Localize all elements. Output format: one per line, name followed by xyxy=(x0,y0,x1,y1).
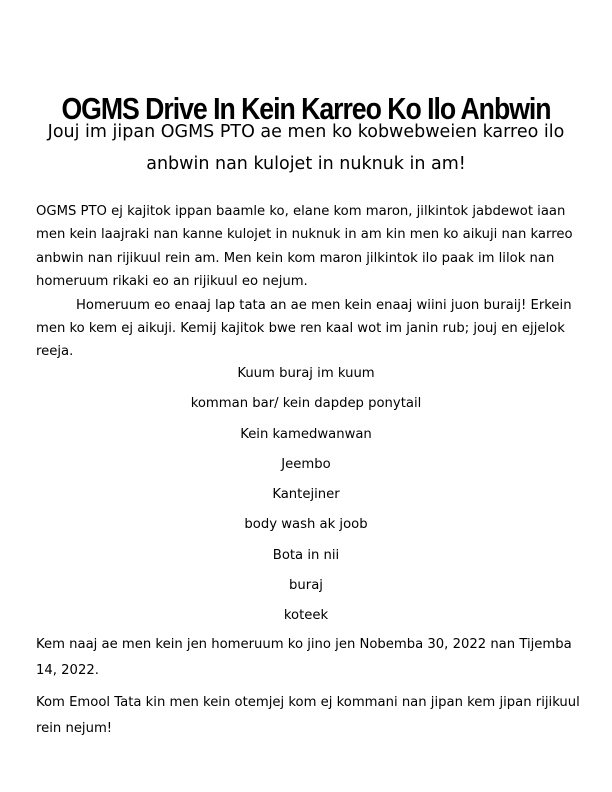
intro-paragraph: OGMS PTO ej kajitok ippan baamle ko, elane kom maron, jilkintok jabdewot iaan men kein laajraki nan kanne kulojet in nuknuk in am kin men ko aikuji nan karreo anbwin nan rijikuul rein am. Men kein kom maron jilkintok ilo paak im lilok nan homeruum rikaki eo an rijikuul eo nejum. xyxy=(36,204,573,290)
list-item: buraj xyxy=(289,578,323,594)
list-item: koteek xyxy=(283,608,329,624)
list-item: Kein kamedwanwan xyxy=(240,426,372,442)
collection-dates-paragraph: Kem naaj ae men kein jen homeruum ko jino jen Nobemba 30, 2022 nan Tijemba 14, 2022. xyxy=(36,637,572,678)
list-item: komman bar/ kein dapdep ponytail xyxy=(190,396,422,412)
list-item: Kuum buraj im kuum xyxy=(237,366,375,381)
page-title: OGMS Drive In Kein Karreo Ko Ilo Anbwin xyxy=(61,90,551,126)
intro-paragraph: Homeruum eo enaaj lap tata an ae men kein enaaj wiini juon buraij! Erkein men ko kem ej aikuji. Kemij kajitok bwe ren kaal wot im janin rub; jouj en ejjelok reeja. xyxy=(36,297,572,360)
intro-section xyxy=(36,200,582,364)
list-item: Jeembo xyxy=(281,456,331,472)
list-item: Kantejiner xyxy=(272,487,340,503)
supply-list xyxy=(0,364,612,637)
list-item: body wash ak joob xyxy=(244,517,368,533)
thank-you-paragraph: Kom Emool Tata kin men kein otemjej kom ej kommani nan jipan kem jipan rijikuul rein nejum! xyxy=(36,695,580,736)
list-item: Bota in nii xyxy=(272,547,340,563)
closing-section xyxy=(36,632,582,748)
subtitle: Jouj im jipan OGMS PTO ae men ko kobwebweien karreo ilo anbwin nan kulojet in nuknuk in am! xyxy=(47,122,565,174)
